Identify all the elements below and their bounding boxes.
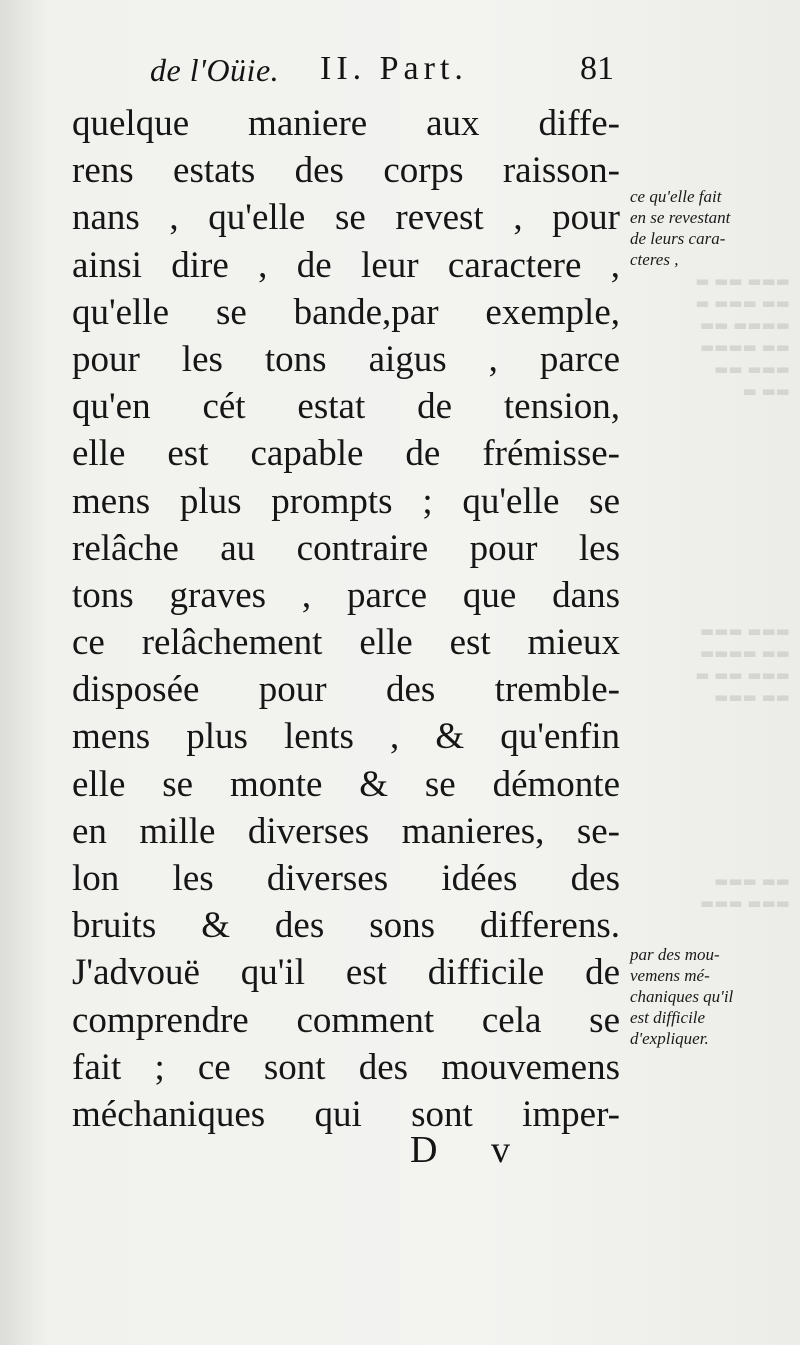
- margin-note: [630, 186, 790, 270]
- text-line: fait ; ce sont des mouvemens: [72, 1046, 620, 1088]
- text-line: quelque maniere aux diffe-: [72, 103, 620, 144]
- text-line: qu'en cét estat de tension,: [72, 386, 620, 428]
- text-line: relâche au contraire pour les: [72, 527, 620, 569]
- margin-note-line: par des mou-: [630, 945, 720, 964]
- margin-note: [630, 944, 790, 1049]
- text-line: elle se monte & se démonte: [72, 763, 620, 805]
- body-text: [72, 100, 620, 1138]
- margin-note-line: en se revestant: [630, 208, 731, 227]
- margin-note-line: de leurs cara-: [630, 229, 726, 248]
- text-line: elle est capable de frémisse-: [72, 433, 620, 475]
- text-line: méchaniques qui sont imper-: [72, 1093, 620, 1135]
- text-line: mens plus prompts ; qu'elle se: [72, 480, 620, 522]
- text-line: disposée pour des tremble-: [72, 669, 620, 711]
- text-line: en mille diverses manieres, se-: [72, 810, 620, 852]
- text-line: lon les diverses idées des: [72, 858, 620, 899]
- margin-note-line: chaniques qu'il: [630, 987, 734, 1006]
- show-through-texture: ▬▬ ▬▬▬ ▬▬▬ ▬▬▬: [700, 872, 790, 912]
- show-through-texture: ▬▬▬ ▬▬▬ ▬▬ ▬▬▬▬ ▬▬▬ ▬▬ ▬ ▬▬ ▬▬▬: [695, 622, 790, 706]
- running-header: [150, 48, 620, 98]
- running-title: de l'Oüie.: [150, 52, 280, 88]
- text-line: comprendre comment cela se: [72, 999, 620, 1041]
- page-number: 81: [580, 50, 614, 87]
- margin-note-line: cteres ,: [630, 250, 679, 269]
- text-line: bruits & des sons differens.: [72, 905, 620, 947]
- part-label: II. Part.: [320, 50, 468, 87]
- text-line: mens plus lents , & qu'enfin: [72, 716, 620, 758]
- margin-note-line: d'expliquer.: [630, 1029, 709, 1048]
- margin-note-line: est difficile: [630, 1008, 706, 1027]
- show-through-texture: ▬▬▬ ▬▬ ▬ ▬▬ ▬▬▬ ▬ ▬▬▬▬ ▬▬ ▬▬ ▬▬▬▬ ▬▬▬ ▬▬ ▬▬ ▬: [695, 272, 790, 400]
- text-line: nans , qu'elle se revest , pour: [72, 197, 620, 239]
- text-line: qu'elle se bande,par exemple,: [72, 291, 620, 333]
- margin-note-line: ce qu'elle fait: [630, 187, 722, 206]
- text-line: ainsi dire , de leur caractere ,: [72, 244, 620, 286]
- margin-note-line: vemens mé-: [630, 966, 710, 985]
- text-line: ce relâchement elle est mieux: [72, 622, 620, 664]
- text-line: rens estats des corps raisson-: [72, 150, 620, 192]
- text-line: pour les tons aigus , parce: [72, 338, 620, 380]
- text-line: J'advouë qu'il est difficile de: [72, 952, 620, 994]
- text-line: tons graves , parce que dans: [72, 574, 620, 616]
- signature-mark: D v: [410, 1129, 532, 1171]
